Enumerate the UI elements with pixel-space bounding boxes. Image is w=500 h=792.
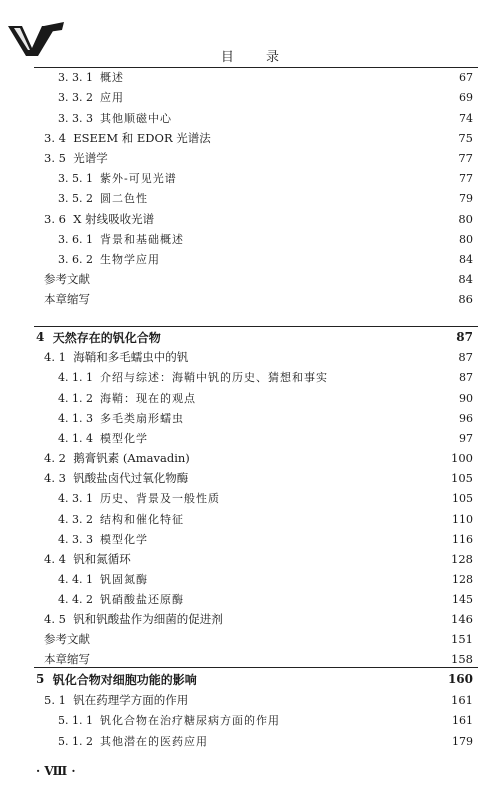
- toc-entry-title: 钒硝酸盐还原酶: [99, 593, 184, 606]
- chapter-divider: [34, 326, 478, 327]
- toc-entry-page: 110: [452, 512, 473, 526]
- dot-leader: [283, 710, 449, 730]
- dot-leader: [180, 168, 452, 188]
- toc-entry-number: 4. 3. 3: [58, 532, 100, 546]
- toc-entry-title: 海鞘和多毛蠕虫中的钒: [73, 350, 189, 364]
- toc-entry[interactable]: [0, 347, 500, 367]
- dot-leader: [163, 249, 452, 269]
- chapter-divider: [34, 667, 478, 668]
- toc-entry[interactable]: [0, 609, 500, 629]
- toc-entry-number: 4. 3. 2: [58, 512, 100, 526]
- toc-entry-number: 5. 1. 1: [58, 713, 100, 727]
- toc-entry-page: 105: [452, 491, 473, 505]
- toc-entry-number: 4. 1. 3: [58, 411, 100, 425]
- toc-entry-number: 3. 3. 2: [58, 90, 100, 104]
- dot-leader: [93, 649, 448, 669]
- page-title: 目 录: [220, 50, 294, 65]
- toc-entry-page: 69: [459, 90, 473, 104]
- toc-entry-page: 145: [452, 592, 473, 606]
- toc-entry-number: 5: [36, 672, 53, 686]
- toc-entry[interactable]: [0, 408, 500, 428]
- toc-entry-number: 4. 2: [44, 451, 74, 465]
- toc-entry-title: 圆二色性: [99, 192, 148, 205]
- toc-entry-number: 3. 5. 2: [58, 191, 100, 205]
- toc-entry-page: 79: [459, 191, 473, 205]
- toc-entry[interactable]: [0, 108, 500, 128]
- toc-entry[interactable]: [0, 249, 500, 269]
- toc-entry[interactable]: [0, 710, 500, 730]
- toc-entry-page: 75: [458, 131, 473, 145]
- page-number: · Ⅷ ·: [36, 764, 76, 778]
- dot-leader: [127, 67, 452, 87]
- toc-entry[interactable]: [0, 509, 500, 529]
- toc-entry[interactable]: [0, 67, 500, 87]
- toc-entry-number: 4. 4: [44, 552, 74, 566]
- toc-entry-page: 128: [452, 572, 473, 586]
- toc-entry-number: 4. 1. 4: [58, 431, 100, 445]
- toc-entry-title: 钒在药理学方面的作用: [73, 693, 189, 707]
- toc-entry-number: 4. 3: [44, 471, 74, 485]
- toc-entry[interactable]: [0, 428, 500, 448]
- toc-entry-title: 海鞘：现在的观点: [99, 392, 196, 405]
- toc-entry-page: 158: [451, 652, 473, 666]
- dot-leader: [199, 388, 452, 408]
- toc-entry[interactable]: [0, 148, 500, 168]
- toc-entry-page: 80: [458, 212, 473, 226]
- toc-entry-page: 84: [458, 272, 473, 286]
- toc-entry[interactable]: [0, 549, 500, 569]
- dot-leader: [223, 488, 449, 508]
- toc-entry[interactable]: [0, 690, 500, 710]
- toc-entry[interactable]: [0, 529, 500, 549]
- dot-leader: [191, 468, 448, 488]
- dot-leader: [331, 367, 452, 387]
- dot-leader: [111, 148, 452, 168]
- toc-entry-title: 历史、背景及一般性质: [99, 492, 220, 505]
- toc-entry[interactable]: [0, 209, 500, 229]
- toc-entry-page: 97: [459, 431, 473, 445]
- toc-entry-page: 84: [459, 252, 473, 266]
- toc-entry-number: 3. 3. 3: [58, 111, 100, 125]
- toc-entry-title: 应用: [99, 91, 124, 104]
- toc-entry-number: 3. 4: [44, 131, 74, 145]
- toc-entry[interactable]: [0, 488, 500, 508]
- dot-leader: [151, 428, 452, 448]
- toc-entry[interactable]: [0, 589, 500, 609]
- dot-leader: [187, 408, 452, 428]
- dot-leader: [134, 549, 448, 569]
- toc-entry-page: 128: [451, 552, 473, 566]
- toc-entry-title: 钒和氮循环: [73, 552, 131, 566]
- toc-entry-title: 模型化学: [99, 533, 148, 546]
- toc-entry-page: 100: [451, 451, 473, 465]
- toc-entry-title: 参考文献: [44, 632, 90, 646]
- toc-entry-title: 光谱学: [73, 151, 108, 165]
- toc-entry-title: 本章缩写: [44, 292, 90, 306]
- toc-entry-title: 鹅膏钒素 (Amavadin): [73, 451, 190, 465]
- toc-entry-title: 背景和基础概述: [99, 233, 184, 246]
- dot-leader: [151, 529, 449, 549]
- toc-entry-title: 结构和催化特征: [99, 513, 184, 526]
- toc-entry-page: 105: [451, 471, 473, 485]
- dot-leader: [191, 347, 452, 367]
- toc-entry-title: 本章缩写: [44, 652, 90, 666]
- toc-entry[interactable]: [0, 388, 500, 408]
- toc-entry-number: 5. 1: [44, 693, 74, 707]
- toc-entry[interactable]: [0, 269, 500, 289]
- toc-entry[interactable]: [0, 289, 500, 309]
- toc-entry-page: 80: [459, 232, 473, 246]
- dot-leader: [93, 269, 452, 289]
- toc-entry-number: 3. 6: [44, 212, 74, 226]
- dot-leader: [157, 209, 452, 229]
- toc-entry-title: 其他潜在的医药应用: [99, 735, 208, 748]
- toc-entry-number: 3. 6. 2: [58, 252, 100, 266]
- dot-leader: [187, 229, 452, 249]
- dot-leader: [226, 609, 448, 629]
- toc-entry[interactable]: [0, 448, 500, 468]
- toc-entry-page: 74: [459, 111, 473, 125]
- dot-leader: [151, 569, 449, 589]
- toc-entry-number: 3. 5. 1: [58, 171, 100, 185]
- toc-entry-title: 生物学应用: [99, 253, 160, 266]
- toc-entry-title: 其他顺磁中心: [99, 112, 172, 125]
- toc-entry-number: 4. 1: [44, 350, 74, 364]
- dot-leader: [151, 188, 452, 208]
- toc-entry[interactable]: [0, 468, 500, 488]
- dot-leader: [127, 87, 452, 107]
- toc-entry-number: 4: [36, 330, 53, 344]
- toc-entry-title: 多毛类扇形蠕虫: [99, 412, 184, 425]
- toc-entry[interactable]: [0, 188, 500, 208]
- toc-entry[interactable]: [0, 168, 500, 188]
- toc-entry-number: 4. 4. 2: [58, 592, 100, 606]
- toc-entry[interactable]: [0, 669, 500, 689]
- toc-entry[interactable]: [0, 569, 500, 589]
- dot-leader: [200, 669, 445, 689]
- toc-entry-page: 77: [459, 171, 473, 185]
- toc-entry[interactable]: [0, 731, 500, 751]
- toc-entry-title: X 射线吸收光谱: [73, 212, 155, 226]
- toc-entry-title: 参考文献: [44, 272, 90, 286]
- dot-leader: [193, 448, 448, 468]
- toc-entry[interactable]: [0, 367, 500, 387]
- dot-leader: [214, 128, 452, 148]
- dot-leader: [211, 731, 449, 751]
- toc-entry-title: 紫外-可见光谱: [99, 172, 177, 185]
- toc-entry[interactable]: [0, 629, 500, 649]
- toc-entry-title: ESEEM 和 EDOR 光谱法: [73, 131, 211, 145]
- toc-entry[interactable]: [0, 87, 500, 107]
- toc-entry-title: 模型化学: [99, 432, 148, 445]
- toc-entry[interactable]: [0, 327, 500, 347]
- dot-leader: [187, 589, 449, 609]
- toc-entry-page: 179: [452, 734, 473, 748]
- dot-leader: [93, 629, 448, 649]
- toc-entry-page: 96: [459, 411, 473, 425]
- toc-entry[interactable]: [0, 229, 500, 249]
- toc-entry-number: 4. 4. 1: [58, 572, 100, 586]
- toc-entry-number: 3. 5: [44, 151, 74, 165]
- toc-entry-number: 4. 5: [44, 612, 74, 626]
- toc-entry-number: 3. 6. 1: [58, 232, 100, 246]
- dot-leader: [187, 509, 449, 529]
- toc-entry-page: 67: [459, 70, 473, 84]
- toc-entry-page: 160: [447, 672, 473, 686]
- toc-entry-number: 4. 1. 1: [58, 370, 100, 384]
- toc-entry-title: 钒酸盐卤代过氧化物酶: [73, 471, 189, 485]
- toc-entry-number: 4. 3. 1: [58, 491, 100, 505]
- toc-entry-title: 天然存在的钒化合物: [52, 330, 161, 345]
- toc-entry-page: 161: [451, 693, 473, 707]
- toc-entry-page: 146: [451, 612, 473, 626]
- toc-entry-page: 87: [456, 330, 473, 344]
- toc-entry[interactable]: [0, 128, 500, 148]
- toc-entry-page: 161: [452, 713, 473, 727]
- toc-entry-title: 概述: [99, 71, 124, 84]
- toc-entry-number: 4. 1. 2: [58, 391, 100, 405]
- dot-leader: [175, 108, 452, 128]
- toc-entry-title: 钒化合物在治疗糖尿病方面的作用: [99, 714, 280, 727]
- dot-leader: [93, 289, 452, 309]
- toc-entry-title: 介绍与综述：海鞘中钒的历史、猜想和事实: [99, 371, 328, 384]
- dot-leader: [191, 690, 448, 710]
- dot-leader: [164, 327, 452, 347]
- toc-entry-title: 钒和钒酸盐作为细菌的促进剂: [73, 612, 223, 626]
- toc-entry-page: 87: [459, 370, 473, 384]
- toc-entry-page: 116: [452, 532, 473, 546]
- toc-entry-number: 3. 3. 1: [58, 70, 100, 84]
- toc-entry-title: 钒化合物对细胞功能的影响: [52, 672, 197, 687]
- toc-entry-page: 90: [459, 391, 473, 405]
- toc-entry-page: 87: [458, 350, 473, 364]
- toc-entry-title: 钒固氮酶: [99, 573, 148, 586]
- toc-entry-page: 77: [458, 151, 473, 165]
- toc-entry-page: 86: [458, 292, 473, 306]
- toc-entry-page: 151: [451, 632, 473, 646]
- toc-entry[interactable]: [0, 649, 500, 669]
- toc-entry-number: 5. 1. 2: [58, 734, 100, 748]
